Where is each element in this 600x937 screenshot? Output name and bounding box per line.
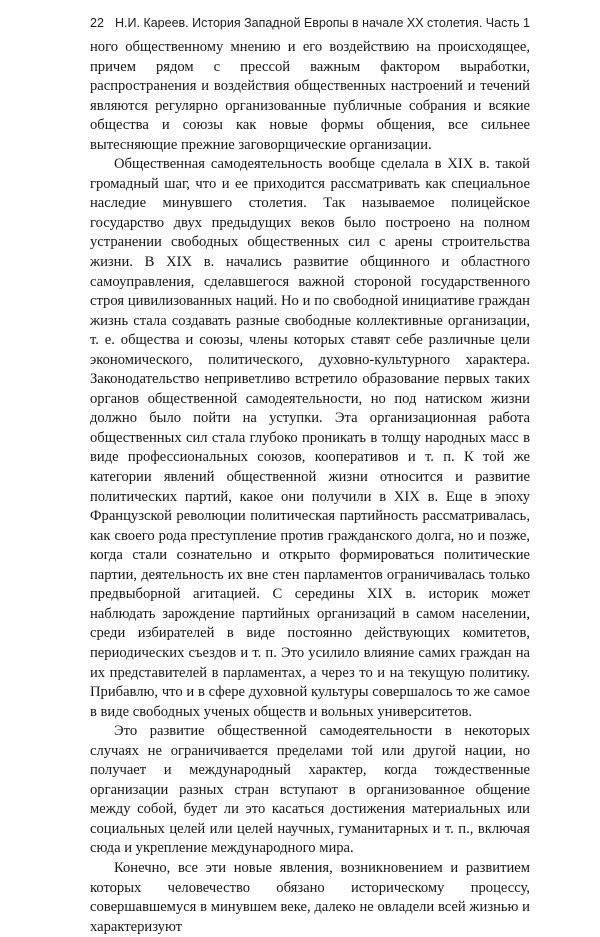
paragraph-international-character: Это развитие общественной самодеятельности в некоторых случаях не ограничивается пределами той или другой нации, но получает и международный характер, когда тождественные организации разных стран вступают в организованное общение между собой, будет ли это касаться достижения материальных или социальных целей или целей научных, гуманитарных и т. п., включая сюда и укрепление международного мира. bbox=[90, 723, 530, 857]
body-text bbox=[90, 38, 530, 937]
paragraph-new-phenomena: Конечно, все эти новые явления, возникновением и развитием которых человечество обязано историческому процессу, совершавшемуся в минувшем веке, далеко не овладели всей жизнью и характеризуют bbox=[90, 859, 530, 935]
paragraph-public-self-activity: Общественная самодеятельность вообще сделала в XIX в. такой громадный шаг, что и ее приходится рассматривать как специальное наследие минувшего столетия. Так называемое полицейское государство двух предыдущих веков было построено на полном устранении свободных общественных сил с арены строительства жизни. В XIX в. начались развитие общинного и областного самоуправления, сделавшегося важной стороной государственного строя цивилизованных наций. Но и по свободной инициативе граждан жизнь стала создавать разные свободные коллективные организации, т. е. общества и союзы, члены которых ставят себе различные цели экономического, политического, духовно-культурного характера. Законодательство неприветливо встретило образование первых таких органов общественной самодеятельности, но под натиском жизни должно было пойти на уступки. Эта организационная работа общественных сил стала глубоко проникать в толщу народных масс в виде профессиональных союзов, кооперативов и т. п. К той же категории явлений общественной жизни относится и развитие политических партий, какое они получили в XIX в. Еще в эпоху Французской революции политическая партийность рассматривалась, как своего рода преступление против гражданского долга, но и позже, когда стали сознательно и открыто формироваться политические партии, деятельность их вне стен парламентов ограничивалась только предвыборной агитацией. С середины XIX в. историк может наблюдать зарождение партийных организаций в самом населении, среди избирателей в виде постоянно действующих комитетов, периодических съездов и т. п. Это усилило влияние самих граждан на их представителей в парламентах, а через то и на текущую политику. Прибавлю, что и в сфере духовной культуры совершалось то же самое в виде свободных ученых обществ и вольных университетов. bbox=[90, 156, 530, 720]
running-header bbox=[90, 14, 530, 32]
page-number: 22 bbox=[90, 16, 104, 30]
running-title: Н.И. Кареев. История Западной Европы в начале XX столетия. Часть 1 bbox=[115, 16, 530, 30]
paragraph-continuation: ного общественному мнению и его воздействию на происходящее, причем рядом с прессой важным фактором выработки, распространения и воздействия общественных настроений и течений являются регулярно организованные публичные собрания и всякие общества и союзы как новые формы общения, все сильнее вытесняющие прежние заговорщические организации. bbox=[90, 39, 530, 153]
